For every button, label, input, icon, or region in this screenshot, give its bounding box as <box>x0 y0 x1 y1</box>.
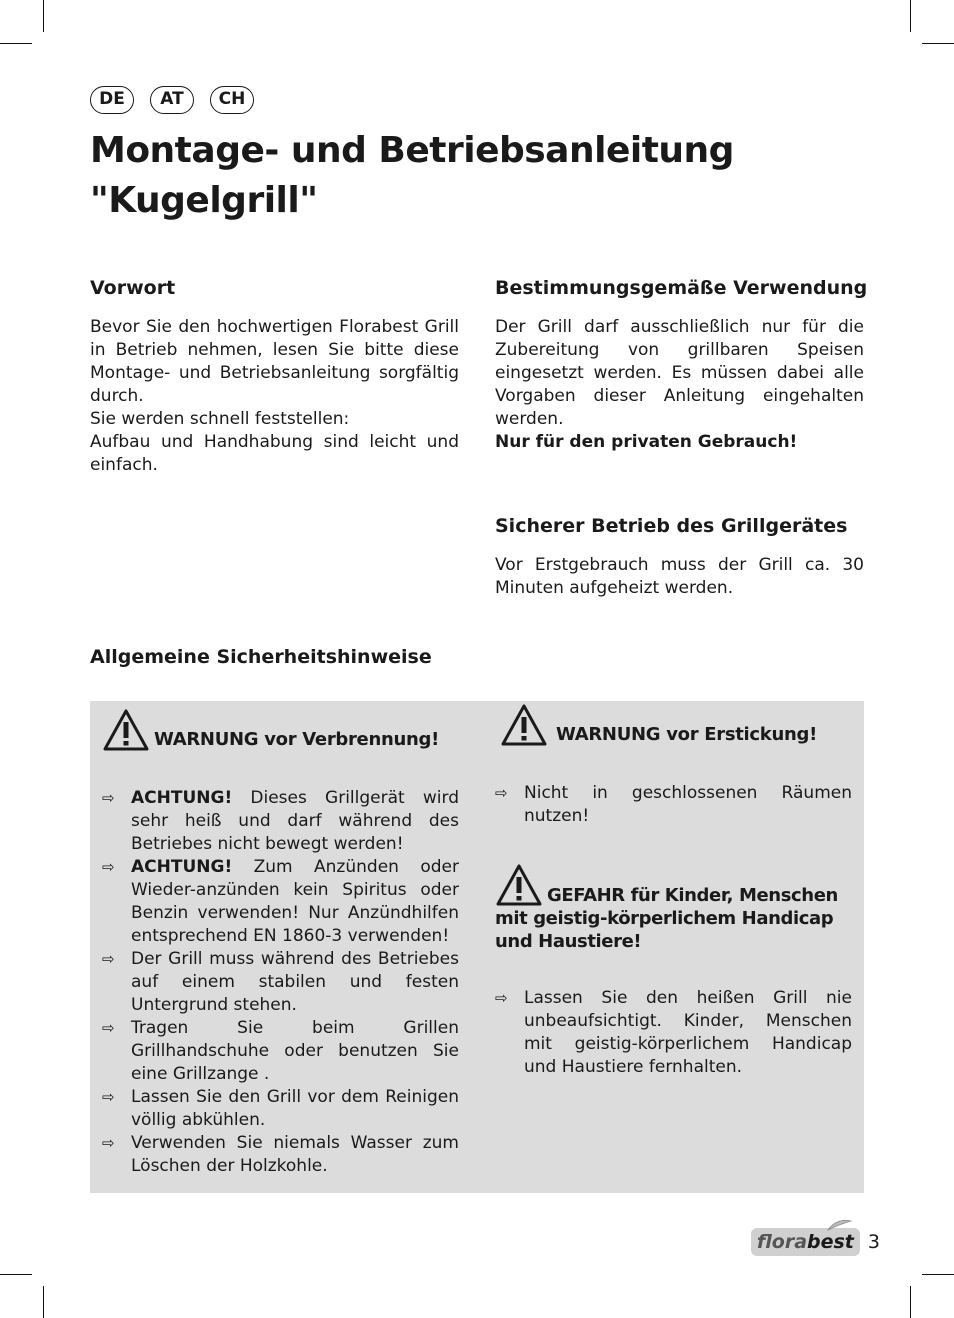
danger-heading <box>495 863 855 953</box>
verwendung-paragraph: Der Grill darf ausschließlich nur für die Zubereitung von grillbaren Speisen eingesetzt werden. Es müssen dabei alle Vorgaben dieser Anleitung eingehalten werden. <box>495 317 864 429</box>
list-item-text: Lassen Sie den Grill vor dem Reinigen völlig abkühlen. <box>131 1087 459 1130</box>
betrieb-text <box>495 554 864 600</box>
crop-mark <box>43 0 44 32</box>
vorwort-text <box>90 316 459 477</box>
right-arrow-outline-icon: ⇨ <box>102 1019 115 1037</box>
danger-title-line-2: mit geistig-körperlichem Handicap <box>495 908 834 929</box>
country-badge-ch: CH <box>210 86 254 114</box>
right-arrow-outline-icon: ⇨ <box>495 784 508 802</box>
list-item-text: Tragen Sie beim Grillen Grillhandschuhe oder benutzen Sie eine Grillzange . <box>131 1018 459 1084</box>
crop-mark <box>43 1286 44 1318</box>
burn-warning-heading <box>102 708 460 752</box>
country-badge-at: AT <box>150 86 194 114</box>
leaf-icon <box>826 1219 852 1231</box>
verwendung-text <box>495 316 864 454</box>
page-number: 3 <box>867 1231 880 1253</box>
page-title <box>90 126 870 226</box>
achtung-label: ACHTUNG! <box>131 857 233 877</box>
choke-warning-heading <box>500 703 855 747</box>
country-badge-de: DE <box>90 86 134 114</box>
list-item-text: Verwenden Sie niemals Wasser zum Löschen der Holzkohle. <box>131 1133 459 1176</box>
vorwort-heading: Vorwort <box>90 277 176 299</box>
choke-warning-list <box>495 782 852 828</box>
right-arrow-outline-icon: ⇨ <box>102 1134 115 1152</box>
crop-mark <box>0 43 32 44</box>
list-item <box>102 1132 459 1178</box>
vorwort-paragraph: Sie werden schnell feststellen: <box>90 409 350 429</box>
title-line-2: "Kugelgrill" <box>90 180 318 221</box>
private-use-note: Nur für den privaten Gebrauch! <box>495 432 798 452</box>
right-arrow-outline-icon: ⇨ <box>102 950 115 968</box>
sicherheit-heading: Allgemeine Sicherheitshinweise <box>90 646 432 668</box>
crop-mark <box>910 1286 911 1318</box>
country-badges <box>90 86 254 114</box>
list-item-text: Lassen Sie den heißen Grill nie unbeaufsichtigt. Kinder, Menschen mit geistig-körperlichem Handicap und Haustiere fernhalten. <box>524 988 852 1077</box>
logo-text-best: best <box>807 1231 854 1253</box>
list-item <box>102 787 459 856</box>
betrieb-heading: Sicherer Betrieb des Grillgerätes <box>495 515 848 537</box>
danger-title-line-3: und Haustiere! <box>495 931 642 952</box>
list-item-text: Der Grill muss während des Betriebes auf einem stabilen und festen Untergrund stehen. <box>131 949 459 1015</box>
warning-triangle-icon <box>495 863 543 907</box>
right-arrow-outline-icon: ⇨ <box>102 789 115 807</box>
warning-triangle-icon <box>102 708 150 752</box>
logo-text-flora: flora <box>756 1231 808 1253</box>
crop-mark <box>922 1274 954 1275</box>
list-item <box>102 1086 459 1132</box>
list-item <box>102 856 459 948</box>
vorwort-paragraph: Aufbau und Handhabung sind leicht und einfach. <box>90 432 459 475</box>
danger-heading-row <box>495 863 855 907</box>
right-arrow-outline-icon: ⇨ <box>102 1088 115 1106</box>
vorwort-paragraph: Bevor Sie den hochwertigen Florabest Grill in Betrieb nehmen, lesen Sie bitte diese Montage- und Betriebsanleitung sorgfältig durch. <box>90 317 459 406</box>
burn-warning-title: WARNUNG vor Verbrennung! <box>154 729 440 750</box>
florabest-logo <box>751 1228 860 1256</box>
list-item-text: Zum Anzünden oder Wieder-anzünden kein Spiritus oder Benzin verwenden! Nur Anzündhilfen entsprechend EN 1860-3 verwenden! <box>131 857 459 946</box>
warning-triangle-icon <box>500 703 548 747</box>
right-arrow-outline-icon: ⇨ <box>495 989 508 1007</box>
page-footer <box>751 1228 880 1256</box>
list-item <box>102 1017 459 1086</box>
list-item <box>102 948 459 1017</box>
crop-mark <box>922 43 954 44</box>
betrieb-paragraph: Vor Erstgebrauch muss der Grill ca. 30 Minuten aufgeheizt werden. <box>495 555 864 598</box>
list-item-text: Dieses Grillgerät wird sehr heiß und darf während des Betriebes nicht bewegt werden! <box>131 788 459 854</box>
list-item <box>495 987 852 1079</box>
crop-mark <box>910 0 911 32</box>
choke-warning-title: WARNUNG vor Erstickung! <box>556 724 817 745</box>
list-item <box>495 782 852 828</box>
danger-title-line-1: GEFAHR für Kinder, Menschen <box>547 885 838 906</box>
title-line-1: Montage- und Betriebsanleitung <box>90 130 734 171</box>
achtung-label: ACHTUNG! <box>131 788 233 808</box>
danger-list <box>495 987 852 1079</box>
burn-warning-list <box>102 787 459 1178</box>
verwendung-heading: Bestimmungsgemäße Verwendung <box>495 277 868 299</box>
right-arrow-outline-icon: ⇨ <box>102 858 115 876</box>
crop-mark <box>0 1274 32 1275</box>
list-item-text: Nicht in geschlossenen Räumen nutzen! <box>524 783 852 826</box>
